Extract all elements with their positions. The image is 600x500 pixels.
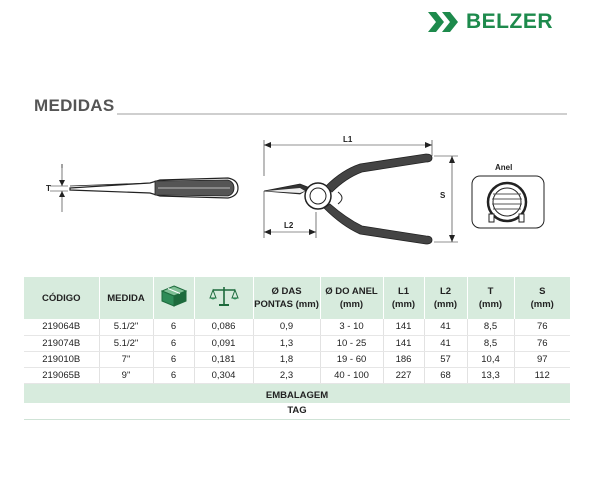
header-medida: MEDIDA (99, 277, 153, 319)
header-anel (320, 277, 383, 319)
header-pontas (253, 277, 320, 319)
header-t-line1: T (487, 286, 494, 297)
table-header-row (24, 277, 570, 319)
header-s (514, 277, 570, 319)
cell-t: 8,5 (467, 335, 514, 351)
cell-l2: 41 (424, 319, 467, 335)
cell-s: 76 (514, 319, 570, 335)
cell-pontas: 0,9 (253, 319, 320, 335)
cell-anel: 10 - 25 (320, 335, 383, 351)
header-t (467, 277, 514, 319)
technical-drawing (0, 120, 600, 260)
cell-l1: 186 (383, 351, 424, 367)
cell-l2: 41 (424, 335, 467, 351)
cell-s: 76 (514, 335, 570, 351)
cell-l1: 227 (383, 367, 424, 383)
brand-name: BELZER (466, 10, 553, 33)
cell-peso: 0,304 (194, 367, 253, 383)
cell-qtd: 6 (153, 335, 194, 351)
dim-label-s: S (440, 191, 446, 200)
header-pontas-line2: PONTAS (mm) (254, 299, 319, 310)
cell-peso: 0,086 (194, 319, 253, 335)
tag-label: TAG (24, 403, 570, 419)
cell-qtd: 6 (153, 351, 194, 367)
cell-t: 8,5 (467, 319, 514, 335)
header-pontas-line1: Ø DAS (271, 286, 302, 297)
cell-medida: 9" (99, 367, 153, 383)
header-s-line2: (mm) (530, 299, 554, 310)
cell-codigo: 219064B (24, 319, 99, 335)
cell-anel: 40 - 100 (320, 367, 383, 383)
pliers-side-view (50, 164, 238, 212)
cell-pontas: 2,3 (253, 367, 320, 383)
header-anel-line1: Ø DO ANEL (325, 286, 378, 297)
cell-s: 97 (514, 351, 570, 367)
cell-s: 112 (514, 367, 570, 383)
spec-table (24, 277, 570, 420)
header-l2-line2: (mm) (433, 299, 458, 310)
header-l1-line2: (mm) (391, 299, 416, 310)
cell-t: 10,4 (467, 351, 514, 367)
table-row (24, 319, 570, 335)
chevrons-icon (428, 10, 462, 34)
scale-icon (209, 285, 239, 307)
table-row (24, 335, 570, 351)
table-row (24, 351, 570, 367)
cell-l2: 57 (424, 351, 467, 367)
cell-medida: 7" (99, 351, 153, 367)
cell-anel: 3 - 10 (320, 319, 383, 335)
section-title: MEDIDAS (34, 96, 115, 115)
cell-l1: 141 (383, 335, 424, 351)
cell-peso: 0,181 (194, 351, 253, 367)
cell-codigo: 219074B (24, 335, 99, 351)
cell-medida: 5.1/2" (99, 335, 153, 351)
box-icon (161, 285, 187, 307)
cell-qtd: 6 (153, 367, 194, 383)
header-s-line1: S (539, 286, 546, 297)
ring-detail (472, 176, 544, 228)
cell-peso: 0,091 (194, 335, 253, 351)
belzer-logo (428, 8, 594, 36)
cell-t: 13,3 (467, 367, 514, 383)
header-weight (194, 277, 253, 319)
header-codigo: CÓDIGO (24, 277, 99, 319)
cell-pontas: 1,3 (253, 335, 320, 351)
ring-label: Anel (495, 163, 513, 172)
header-quantity (153, 277, 194, 319)
header-l2 (424, 277, 467, 319)
header-l1 (383, 277, 424, 319)
cell-anel: 19 - 60 (320, 351, 383, 367)
tag-row (24, 403, 570, 419)
dim-label-t: T (46, 184, 51, 193)
cell-medida: 5.1/2" (99, 319, 153, 335)
header-anel-line2: (mm) (339, 299, 364, 310)
packaging-row (24, 387, 570, 403)
cell-codigo: 219065B (24, 367, 99, 383)
cell-pontas: 1,8 (253, 351, 320, 367)
section-divider (117, 113, 567, 115)
packaging-label: EMBALAGEM (24, 387, 570, 403)
cell-qtd: 6 (153, 319, 194, 335)
dim-label-l2: L2 (284, 221, 294, 230)
header-l1-line1: L1 (397, 286, 410, 297)
table-row (24, 367, 570, 383)
header-l2-line1: L2 (439, 286, 452, 297)
header-t-line2: (mm) (478, 299, 503, 310)
cell-l1: 141 (383, 319, 424, 335)
cell-codigo: 219010B (24, 351, 99, 367)
dim-label-l1: L1 (343, 135, 353, 144)
cell-l2: 68 (424, 367, 467, 383)
